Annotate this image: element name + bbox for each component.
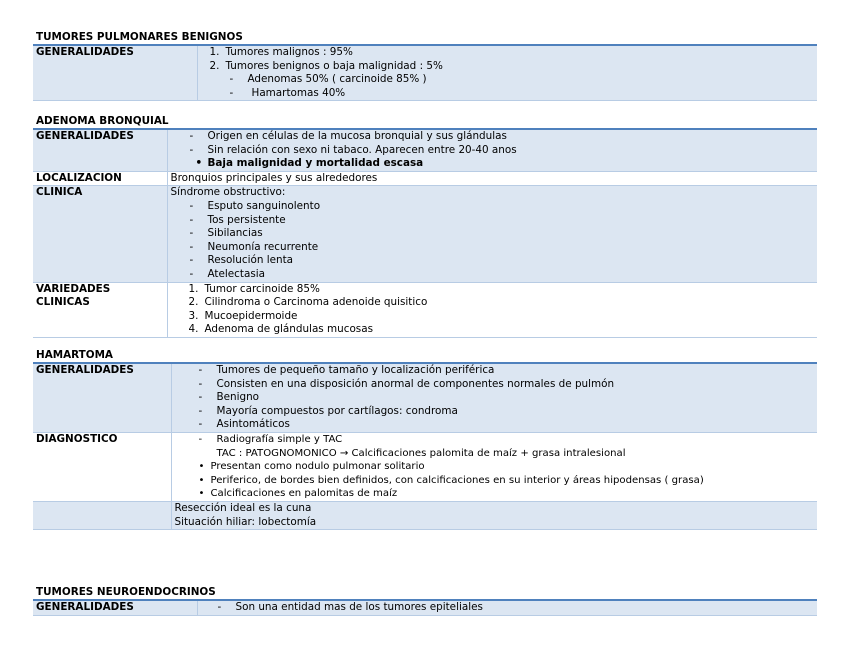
list-item: - Neumonía recurrente xyxy=(208,241,815,255)
section-adenoma-bronquial xyxy=(33,114,817,338)
list-item: 1. Tumor carcinoide 85% xyxy=(205,283,815,297)
table-row xyxy=(33,129,817,171)
list-item: 3. Mucoepidermoide xyxy=(205,310,815,324)
table-row xyxy=(33,282,817,337)
section-tumores-pulmonares-benignos xyxy=(33,30,817,101)
treatment-line: Situación hiliar: lobectomía xyxy=(174,515,317,528)
list-item: - Resolución lenta xyxy=(208,254,815,268)
table-row xyxy=(33,171,817,186)
row-head: GENERALIDADES xyxy=(33,363,171,432)
table-row xyxy=(33,501,817,529)
list-item: - Esputo sanguinolento xyxy=(208,200,815,214)
section-title: TUMORES PULMONARES BENIGNOS xyxy=(36,31,243,43)
row-head: DIAGNOSTICO xyxy=(33,432,171,501)
section-title: TUMORES NEUROENDOCRINOS xyxy=(36,586,216,598)
list-item: - Asintomáticos xyxy=(217,418,815,432)
list-item: - Son una entidad mas de los tumores epiteliales xyxy=(236,601,815,615)
tac-line: TAC : PATOGNOMONICO → Calcificaciones palomita de maíz + grasa intralesional xyxy=(216,447,626,459)
list-item: • Calcificaciones en palomitas de maíz xyxy=(211,487,815,501)
list-item: - Tos persistente xyxy=(208,214,815,228)
list-item: - Sibilancias xyxy=(208,227,815,241)
section-tumores-neuroendocrinos xyxy=(33,585,817,616)
treatment-line: Resección ideal es la cuna xyxy=(174,501,312,514)
row-head: VARIEDADES CLINICAS xyxy=(33,282,167,337)
section-title: ADENOMA BRONQUIAL xyxy=(36,115,169,127)
table-hamartoma xyxy=(33,362,817,530)
table-row xyxy=(33,363,817,432)
list-item: - Consisten en una disposición anormal de componentes normales de pulmón xyxy=(217,378,815,392)
list-item: - Sin relación con sexo ni tabaco. Aparecen entre 20-40 anos xyxy=(208,144,815,158)
list-item: - Origen en células de la mucosa bronquial y sus glándulas xyxy=(208,130,815,144)
list-item: 4. Adenoma de glándulas mucosas xyxy=(205,323,815,337)
list-item: • Presentan como nodulo pulmonar solitario xyxy=(211,460,815,474)
table-row xyxy=(33,186,817,282)
cell-value: Bronquios principales y sus alrededores xyxy=(167,171,817,186)
section-title: HAMARTOMA xyxy=(36,349,113,361)
list-item: - Mayoría compuestos por cartílagos: condroma xyxy=(217,405,815,419)
list-item: - Hamartomas 40% xyxy=(248,87,815,101)
row-head: CLINICA xyxy=(33,186,167,282)
cell-intro: Síndrome obstructivo: xyxy=(170,186,286,199)
list-item: - Adenomas 50% ( carcinoide 85% ) xyxy=(248,73,815,87)
table-adenoma-bronquial xyxy=(33,128,817,338)
table-row xyxy=(33,600,817,615)
table-row xyxy=(33,45,817,101)
list-item: • Periferico, de bordes bien definidos, con calcificaciones en su interior y áreas hipodensas ( grasa) xyxy=(211,474,815,488)
section-hamartoma xyxy=(33,348,817,530)
list-item: - Tumores de pequeño tamaño y localización periférica xyxy=(217,364,815,378)
row-head: LOCALIZACION xyxy=(33,171,167,186)
list-item: - Benigno xyxy=(217,391,815,405)
list-item: 2. Tumores benignos o baja malignidad : 5% xyxy=(226,60,815,74)
list-item: 2. Cilindroma o Carcinoma adenoide quisitico xyxy=(205,296,815,310)
table-row xyxy=(33,432,817,501)
row-head: GENERALIDADES xyxy=(33,600,197,615)
list-item: • Baja malignidad y mortalidad escasa xyxy=(208,157,815,171)
row-head: GENERALIDADES xyxy=(33,45,197,101)
list-item: - Atelectasia xyxy=(208,268,815,282)
list-item: 1. Tumores malignos : 95% xyxy=(226,46,815,60)
table-tumores-pulmonares-benignos xyxy=(33,44,817,101)
table-tumores-neuroendocrinos xyxy=(33,599,817,616)
row-head: GENERALIDADES xyxy=(33,129,167,171)
list-item: - Radiografía simple y TAC xyxy=(217,433,815,447)
